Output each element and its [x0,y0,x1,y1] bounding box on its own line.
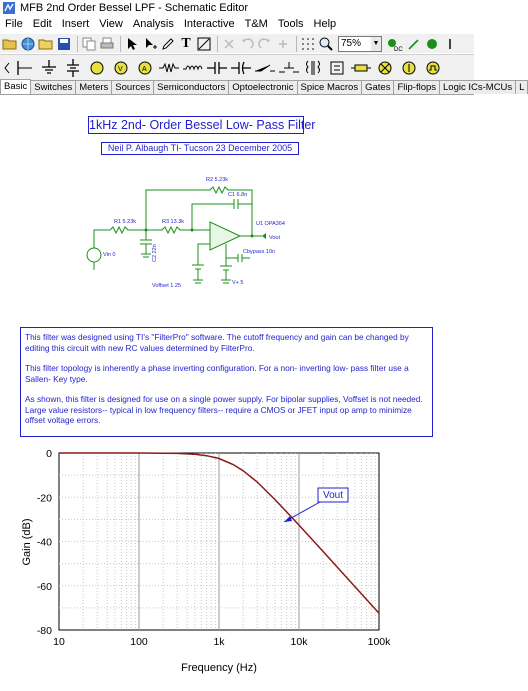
voltage-source-icon[interactable] [85,57,108,79]
lamp-icon[interactable] [373,57,396,79]
redo-icon[interactable] [257,36,273,52]
menu-tools[interactable]: Tools [277,18,304,30]
window-title: MFB 2nd Order Bessel LPF - Schematic Editor [20,2,249,14]
pencil-icon[interactable] [160,36,176,52]
interactive-icon[interactable] [424,36,440,52]
component-tabs [0,80,525,95]
label-vout: Vout [269,235,281,241]
vplus-battery [220,266,232,283]
label-cbypass: Cbypass 10n [243,249,276,255]
text-tool-icon[interactable] [178,36,194,52]
app-icon [3,2,15,14]
probe-icon[interactable] [406,36,422,52]
description-paragraph: This filter was designed using TI's "FilterPro" software. The cutoff frequency and gain can be changed by editing this circuit with new RC values determined by FilterPro. [25,332,409,353]
inductor-icon[interactable] [181,57,204,79]
menu-view[interactable]: View [99,18,123,30]
label-c1: C1 6.8n [228,192,248,198]
relay-icon[interactable] [325,57,348,79]
label-vin: Vin 0 [103,252,116,258]
description-paragraph: This filter topology is inherently a phase inverting configuration. For a non- inverting low- pass filter use a Sallen- Key type. [25,363,409,384]
resistor-icon[interactable] [157,57,180,79]
node-dot [251,235,254,238]
menu-edit[interactable]: Edit [32,18,52,30]
menu-help[interactable]: Help [313,18,337,30]
component-toolbar [0,54,474,80]
wire-icon[interactable] [13,57,36,79]
menu-insert[interactable]: Insert [61,18,90,30]
label-u1: U1 OPA364 [256,221,285,227]
ground-icon[interactable] [37,57,60,79]
label-vplus: V+ 5 [232,280,244,286]
tab-optoelectronic[interactable]: Optoelectronic [228,80,297,94]
save-icon[interactable] [56,36,72,52]
switch-icon[interactable] [253,57,276,79]
grid-icon[interactable] [300,36,316,52]
vout-arrow-icon [262,233,266,239]
tab-semiconductors[interactable]: Semiconductors [153,80,229,94]
undo-icon[interactable] [239,36,255,52]
help-icon[interactable] [442,36,458,52]
menu-interactive[interactable]: Interactive [183,18,235,30]
zoom-magnifier-icon[interactable] [318,36,334,52]
label-r2: R2 5.23k [206,177,229,183]
delete-icon[interactable] [221,36,237,52]
print-icon[interactable] [99,36,115,52]
vplus-wire [226,244,238,266]
tab-meters[interactable]: Meters [75,80,112,94]
cbypass-capacitor [238,254,250,262]
electrolytic-capacitor-icon[interactable] [229,57,252,79]
schematic-title[interactable]: 1kHz 2nd- Order Bessel Low- Pass Filter [89,118,316,132]
voltmeter-icon[interactable] [109,57,132,79]
toolbar-separator [296,36,297,52]
gain-plot[interactable] [0,438,474,691]
zoom-select[interactable] [338,36,382,52]
x-tick-label: 10 [53,636,65,648]
select-pointer-icon[interactable] [124,36,140,52]
diagonal-line-icon[interactable] [196,36,212,52]
toolbar-separator [120,36,121,52]
tab-spice-macros[interactable]: Spice Macros [297,80,363,94]
voffset-battery [192,265,204,283]
dc-label: DC [394,46,403,53]
transformer-icon[interactable] [301,57,324,79]
y-tick-label: -80 [36,625,52,637]
menu-file[interactable]: File [5,18,23,30]
chevron-down-icon: ▼ [371,37,381,51]
zoom-value: 75% [341,38,362,49]
web-globe-icon[interactable] [20,36,36,52]
description-box[interactable] [20,327,433,437]
current-source-icon[interactable] [397,57,420,79]
label-voffset: Voffset 1.25 [152,283,181,289]
y-axis-label: Gain (dB) [21,518,33,566]
tab-basic[interactable]: Basic [0,79,31,94]
y-tick-label: 0 [46,448,52,460]
x-tick-label: 10k [290,636,308,648]
y-tick-label: -60 [36,580,52,593]
dc-analysis-icon[interactable] [384,36,404,52]
open-file-icon[interactable] [38,36,54,52]
capacitor-icon[interactable] [205,57,228,79]
c2-capacitor [140,230,152,257]
schematic-author[interactable]: Neil P. Albaugh TI- Tucson 23 December 2005 [101,142,299,155]
x-tick-label: 100 [130,636,148,648]
label-r1: R1 5.23k [114,219,137,225]
annotation-label: Vout [322,490,344,501]
pointer-plus-icon[interactable] [142,36,158,52]
filter-schematic[interactable] [80,170,300,300]
ammeter-icon[interactable] [133,57,156,79]
tab-gates[interactable]: Gates [361,80,394,94]
x-axis-label: Frequency (Hz) [181,662,257,674]
tab-flip-flops[interactable]: Flip-flops [393,80,440,94]
fuse-icon[interactable] [349,57,372,79]
node-dot [191,229,194,232]
tab-sources[interactable]: Sources [111,80,154,94]
r1-resistor [110,227,146,233]
y-tick-label: -20 [36,492,52,505]
toolbar-separator [77,36,78,52]
open-folder-icon[interactable] [2,36,18,52]
label-c2: C2 22n [152,244,158,262]
menu-tm[interactable]: T&M [244,18,268,30]
scroll-left-icon[interactable] [2,57,12,79]
description-paragraph: As shown, this filter is designed for use on a single power supply. For bipolar supplies, Voffset is not needed. Large value resistors-- typical in low frequency filters-- require a CMOS or JFET input op amp to minimize offset voltage errors. [25,394,423,425]
y-tick-label: -40 [36,536,52,549]
text-tool-glyph: T [181,35,191,51]
vin-source[interactable] [87,248,101,262]
tab-logic-ics-mcus[interactable]: Logic ICs-MCUs [439,80,516,94]
tab-overflow[interactable]: L [515,80,528,94]
copy-icon[interactable] [81,36,97,52]
pushbutton-icon[interactable] [277,57,300,79]
tab-switches[interactable]: Switches [30,80,76,94]
menu-analysis[interactable]: Analysis [132,18,174,30]
svg-text:A: A [141,65,147,73]
node-dot [145,229,148,232]
label-r3: R3 13.3k [162,219,185,225]
x-tick-label: 1k [213,636,225,648]
vin-wire [94,230,110,270]
add-icon[interactable] [275,36,291,52]
main-toolbar [0,33,474,53]
svg-text:V: V [117,65,123,73]
toolbar-separator [217,36,218,52]
menu-bar [0,16,474,32]
opamp-noninv [198,244,210,265]
x-tick-label: 100k [367,636,391,648]
c1-capacitor [230,199,252,209]
pulse-source-icon[interactable] [421,57,444,79]
title-bar [0,0,474,16]
opamp-u1 [210,222,240,250]
battery-icon[interactable] [61,57,84,79]
